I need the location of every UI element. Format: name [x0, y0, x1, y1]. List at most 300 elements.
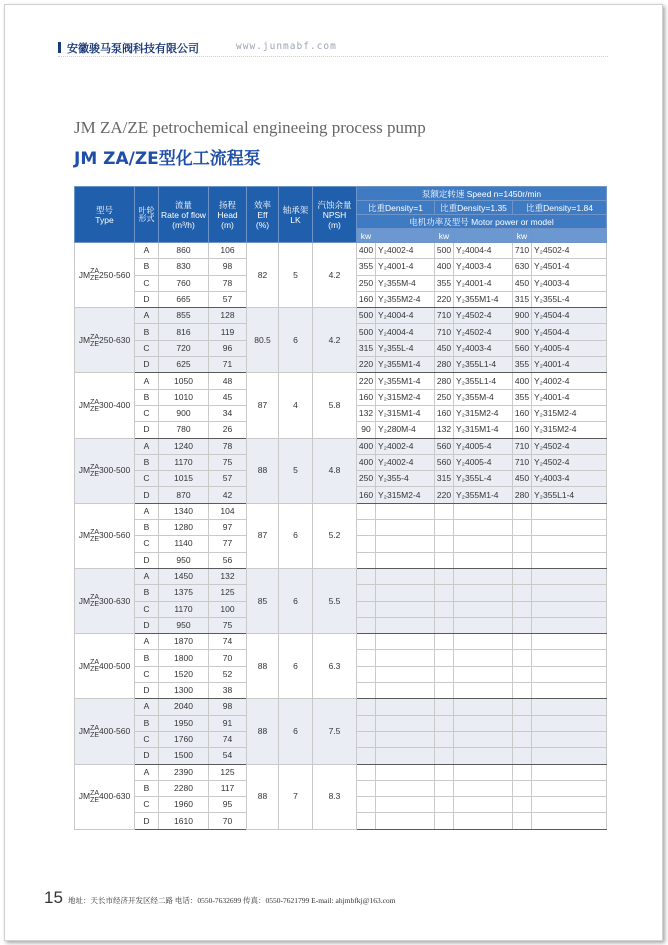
kw-cell — [513, 731, 532, 747]
header-kw: kw — [513, 229, 532, 243]
kw-cell: 220 — [435, 291, 454, 307]
kw-cell: 355 — [357, 259, 376, 275]
head-cell: 77 — [209, 536, 247, 552]
kw-cell — [435, 552, 454, 568]
flow-cell: 1610 — [159, 813, 209, 829]
kw-cell — [435, 764, 454, 780]
eff-cell: 88 — [247, 634, 279, 699]
motor-model-cell — [454, 520, 513, 536]
npsh-cell: 5.8 — [313, 373, 357, 438]
flow-cell: 1015 — [159, 471, 209, 487]
motor-model-cell — [376, 764, 435, 780]
header-flow: 流量 Rate of flow (m³/h) — [159, 187, 209, 243]
impeller-cell: D — [135, 617, 159, 633]
motor-model-cell — [532, 601, 607, 617]
model-prefix: JM — [78, 595, 91, 606]
motor-model-cell: Y₂4005-4 — [454, 438, 513, 454]
head-cell: 117 — [209, 780, 247, 796]
head-cell: 48 — [209, 373, 247, 389]
head-cell: 104 — [209, 503, 247, 519]
motor-model-cell — [532, 520, 607, 536]
motor-model-cell: Y₂355M1-4 — [376, 357, 435, 373]
flow-cell: 900 — [159, 405, 209, 421]
impeller-cell: D — [135, 357, 159, 373]
kw-cell: 400 — [435, 259, 454, 275]
table-row — [75, 243, 607, 259]
kw-cell: 710 — [435, 308, 454, 324]
company-url[interactable]: www.junmabf.com — [236, 41, 337, 52]
motor-model-cell — [454, 699, 513, 715]
kw-cell — [513, 536, 532, 552]
lk-cell: 4 — [279, 373, 313, 438]
kw-cell — [435, 585, 454, 601]
flow-cell: 950 — [159, 617, 209, 633]
lk-cell: 6 — [279, 699, 313, 764]
head-cell: 95 — [209, 797, 247, 813]
flow-cell: 1800 — [159, 650, 209, 666]
model-variant-ze: ZE — [90, 666, 100, 674]
motor-model-cell: Y₂355L1-4 — [454, 357, 513, 373]
motor-model-cell: Y₂355M-4 — [454, 389, 513, 405]
model-variant — [90, 529, 99, 543]
motor-model-cell — [532, 780, 607, 796]
motor-model-cell: Y₂355L-4 — [376, 340, 435, 356]
motor-model-cell — [532, 813, 607, 829]
eff-cell: 88 — [247, 764, 279, 829]
eff-cell: 82 — [247, 243, 279, 308]
table-row — [75, 438, 607, 454]
motor-model-cell: Y₂4001-4 — [532, 389, 607, 405]
header-speed: 泵额定转速 Speed n=1450r/min — [357, 187, 607, 201]
kw-cell: 250 — [435, 389, 454, 405]
motor-model-cell: Y₂4502-4 — [532, 243, 607, 259]
head-cell: 78 — [209, 438, 247, 454]
motor-model-cell — [532, 536, 607, 552]
model-prefix: JM — [78, 725, 91, 736]
impeller-cell: A — [135, 634, 159, 650]
model-variant-za: ZA — [90, 529, 100, 537]
kw-cell: 90 — [357, 422, 376, 438]
head-cell: 75 — [209, 617, 247, 633]
header-kw: kw — [357, 229, 376, 243]
kw-cell — [357, 764, 376, 780]
kw-cell — [435, 536, 454, 552]
npsh-cell: 6.3 — [313, 634, 357, 699]
motor-model-cell — [454, 601, 513, 617]
table-row — [75, 503, 607, 519]
flow-cell: 1280 — [159, 520, 209, 536]
motor-model-cell: Y₂315M1-4 — [376, 405, 435, 421]
impeller-cell: D — [135, 487, 159, 503]
head-cell: 128 — [209, 308, 247, 324]
impeller-cell: D — [135, 291, 159, 307]
flow-cell: 1520 — [159, 666, 209, 682]
motor-model-cell — [376, 634, 435, 650]
model-variant-za: ZA — [90, 398, 100, 406]
motor-model-cell: Y₂4002-4 — [532, 373, 607, 389]
model-variant-za: ZA — [90, 594, 100, 602]
head-cell: 70 — [209, 650, 247, 666]
kw-cell — [357, 617, 376, 633]
kw-cell — [435, 601, 454, 617]
kw-cell: 450 — [513, 471, 532, 487]
model-variant — [90, 334, 99, 348]
motor-model-cell — [532, 617, 607, 633]
kw-cell — [513, 780, 532, 796]
impeller-cell: A — [135, 568, 159, 584]
kw-cell — [513, 666, 532, 682]
motor-model-cell: Y₂355L-4 — [454, 471, 513, 487]
model-variant — [90, 399, 99, 413]
motor-model-cell — [376, 715, 435, 731]
kw-cell: 280 — [513, 487, 532, 503]
model-size: 300-500 — [99, 465, 131, 476]
flow-cell: 1170 — [159, 601, 209, 617]
kw-cell — [357, 780, 376, 796]
motor-model-cell — [454, 585, 513, 601]
motor-model-cell — [532, 568, 607, 584]
flow-cell: 855 — [159, 308, 209, 324]
flow-cell: 625 — [159, 357, 209, 373]
impeller-cell: A — [135, 699, 159, 715]
kw-cell — [435, 568, 454, 584]
kw-cell: 160 — [513, 422, 532, 438]
model-variant-za: ZA — [90, 463, 100, 471]
motor-model-cell: Y₂355M-4 — [376, 275, 435, 291]
npsh-cell: 4.2 — [313, 308, 357, 373]
impeller-cell: B — [135, 389, 159, 405]
header-bar-icon — [58, 42, 61, 53]
impeller-cell: C — [135, 471, 159, 487]
flow-cell: 1960 — [159, 797, 209, 813]
motor-model-cell: Y₂355-4 — [376, 471, 435, 487]
kw-cell — [435, 813, 454, 829]
head-cell: 100 — [209, 601, 247, 617]
motor-model-cell — [532, 634, 607, 650]
kw-cell — [357, 666, 376, 682]
motor-model-cell: Y₂4002-4 — [376, 438, 435, 454]
impeller-cell: A — [135, 503, 159, 519]
header-head: 扬程 Head (m) — [209, 187, 247, 243]
table-row — [75, 373, 607, 389]
head-cell: 34 — [209, 405, 247, 421]
model-size: 250-560 — [99, 269, 131, 280]
kw-cell — [513, 813, 532, 829]
kw-cell — [513, 634, 532, 650]
table-row — [75, 568, 607, 584]
impeller-cell: C — [135, 405, 159, 421]
motor-model-cell — [454, 650, 513, 666]
motor-model-cell: Y₂315M2-4 — [454, 405, 513, 421]
model-variant-ze: ZE — [90, 601, 100, 609]
eff-cell: 88 — [247, 699, 279, 764]
kw-cell: 220 — [357, 357, 376, 373]
kw-cell: 400 — [357, 454, 376, 470]
kw-cell: 500 — [435, 243, 454, 259]
kw-cell: 710 — [513, 438, 532, 454]
kw-cell — [357, 520, 376, 536]
npsh-cell: 7.5 — [313, 699, 357, 764]
model-size: 400-630 — [99, 791, 131, 802]
model-cell — [75, 373, 135, 438]
motor-model-cell: Y₂315M2-4 — [376, 487, 435, 503]
flow-cell: 2040 — [159, 699, 209, 715]
motor-model-cell — [376, 503, 435, 519]
company-header — [58, 40, 199, 56]
motor-model-cell — [454, 568, 513, 584]
motor-model-cell: Y₂355M2-4 — [376, 291, 435, 307]
head-cell: 54 — [209, 748, 247, 764]
kw-cell — [357, 715, 376, 731]
kw-cell — [513, 699, 532, 715]
kw-cell: 160 — [357, 291, 376, 307]
motor-model-cell — [376, 699, 435, 715]
header-model — [376, 229, 435, 243]
head-cell: 52 — [209, 666, 247, 682]
kw-cell — [513, 683, 532, 699]
kw-cell: 560 — [435, 454, 454, 470]
head-cell: 57 — [209, 291, 247, 307]
kw-cell — [513, 764, 532, 780]
motor-model-cell — [532, 731, 607, 747]
head-cell: 106 — [209, 243, 247, 259]
head-cell: 74 — [209, 634, 247, 650]
npsh-cell: 4.8 — [313, 438, 357, 503]
motor-model-cell: Y₂4002-4 — [376, 454, 435, 470]
impeller-cell: D — [135, 422, 159, 438]
company-name: 安徽骏马泵阀科技有限公司 — [67, 42, 199, 55]
head-cell: 78 — [209, 275, 247, 291]
model-variant-ze: ZE — [90, 275, 100, 283]
kw-cell — [513, 617, 532, 633]
eff-cell: 85 — [247, 568, 279, 633]
impeller-cell: D — [135, 748, 159, 764]
head-cell: 125 — [209, 585, 247, 601]
motor-model-cell — [532, 503, 607, 519]
kw-cell — [435, 797, 454, 813]
flow-cell: 1340 — [159, 503, 209, 519]
kw-cell — [513, 503, 532, 519]
kw-cell: 250 — [357, 275, 376, 291]
head-cell: 74 — [209, 731, 247, 747]
kw-cell — [435, 683, 454, 699]
motor-model-cell: Y₂4003-4 — [454, 259, 513, 275]
kw-cell — [513, 520, 532, 536]
model-cell — [75, 308, 135, 373]
kw-cell — [357, 683, 376, 699]
kw-cell — [513, 650, 532, 666]
kw-cell: 900 — [513, 308, 532, 324]
head-cell: 71 — [209, 357, 247, 373]
flow-cell: 1050 — [159, 373, 209, 389]
model-prefix: JM — [78, 660, 91, 671]
flow-cell: 780 — [159, 422, 209, 438]
motor-model-cell: Y₂4005-4 — [454, 454, 513, 470]
kw-cell: 450 — [513, 275, 532, 291]
npsh-cell: 4.2 — [313, 243, 357, 308]
motor-model-cell: Y₂4004-4 — [454, 243, 513, 259]
model-size: 300-630 — [99, 595, 131, 606]
kw-cell: 710 — [513, 454, 532, 470]
head-cell: 91 — [209, 715, 247, 731]
impeller-cell: C — [135, 731, 159, 747]
motor-model-cell — [376, 666, 435, 682]
kw-cell: 900 — [513, 324, 532, 340]
eff-cell: 87 — [247, 373, 279, 438]
motor-model-cell — [454, 748, 513, 764]
kw-cell: 450 — [435, 340, 454, 356]
header-npsh: 汽蚀余量 NPSH (m) — [313, 187, 357, 243]
flow-cell: 870 — [159, 487, 209, 503]
model-variant — [90, 464, 99, 478]
npsh-cell: 5.5 — [313, 568, 357, 633]
model-prefix: JM — [78, 791, 91, 802]
page-number: 15 — [44, 888, 63, 907]
kw-cell — [357, 797, 376, 813]
motor-model-cell — [532, 797, 607, 813]
model-variant-ze: ZE — [90, 796, 100, 804]
motor-model-cell — [454, 731, 513, 747]
flow-cell: 1500 — [159, 748, 209, 764]
motor-model-cell: Y₂4504-4 — [532, 324, 607, 340]
head-cell: 96 — [209, 340, 247, 356]
table-row — [75, 764, 607, 780]
flow-cell: 1950 — [159, 715, 209, 731]
motor-model-cell — [454, 813, 513, 829]
impeller-cell: B — [135, 715, 159, 731]
motor-model-cell: Y₂4001-4 — [376, 259, 435, 275]
flow-cell: 720 — [159, 340, 209, 356]
model-variant — [90, 594, 99, 608]
kw-cell: 220 — [435, 487, 454, 503]
model-variant — [90, 268, 99, 282]
model-prefix: JM — [78, 334, 91, 345]
motor-model-cell — [532, 666, 607, 682]
eff-cell: 80.5 — [247, 308, 279, 373]
head-cell: 26 — [209, 422, 247, 438]
npsh-cell: 8.3 — [313, 764, 357, 829]
head-cell: 70 — [209, 813, 247, 829]
model-cell — [75, 243, 135, 308]
kw-cell: 560 — [435, 438, 454, 454]
kw-cell: 630 — [513, 259, 532, 275]
kw-cell — [435, 780, 454, 796]
motor-model-cell — [454, 503, 513, 519]
flow-cell: 1170 — [159, 454, 209, 470]
kw-cell — [513, 601, 532, 617]
motor-model-cell — [454, 536, 513, 552]
npsh-cell: 5.2 — [313, 503, 357, 568]
kw-cell — [357, 552, 376, 568]
kw-cell — [513, 568, 532, 584]
model-variant-ze: ZE — [90, 340, 100, 348]
motor-model-cell — [454, 764, 513, 780]
lk-cell: 6 — [279, 634, 313, 699]
kw-cell: 400 — [513, 373, 532, 389]
model-variant — [90, 790, 99, 804]
motor-model-cell — [532, 683, 607, 699]
impeller-cell: C — [135, 536, 159, 552]
impeller-cell: B — [135, 520, 159, 536]
kw-cell: 132 — [357, 405, 376, 421]
impeller-cell: B — [135, 585, 159, 601]
kw-cell — [435, 748, 454, 764]
motor-model-cell: Y₂4502-4 — [454, 324, 513, 340]
impeller-cell: B — [135, 259, 159, 275]
motor-model-cell: Y₂280M-4 — [376, 422, 435, 438]
kw-cell: 250 — [357, 471, 376, 487]
kw-cell — [357, 699, 376, 715]
motor-model-cell — [454, 683, 513, 699]
header-density-1-35: 比重Density=1.35 — [435, 201, 513, 215]
motor-model-cell: Y₂315M2-4 — [532, 405, 607, 421]
impeller-cell: A — [135, 243, 159, 259]
model-variant-za: ZA — [90, 268, 100, 276]
flow-cell: 1240 — [159, 438, 209, 454]
motor-model-cell — [376, 780, 435, 796]
kw-cell: 500 — [357, 308, 376, 324]
model-cell — [75, 568, 135, 633]
kw-cell — [357, 748, 376, 764]
flow-cell: 830 — [159, 259, 209, 275]
impeller-cell: C — [135, 275, 159, 291]
motor-model-cell — [376, 813, 435, 829]
model-size: 400-560 — [99, 725, 131, 736]
motor-model-cell: Y₂355M1-4 — [454, 487, 513, 503]
motor-model-cell — [376, 650, 435, 666]
kw-cell — [513, 585, 532, 601]
model-prefix: JM — [78, 530, 91, 541]
motor-model-cell: Y₂4005-4 — [532, 340, 607, 356]
motor-model-cell: Y₂315M2-4 — [376, 389, 435, 405]
kw-cell — [435, 634, 454, 650]
motor-model-cell: Y₂4003-4 — [532, 275, 607, 291]
kw-cell — [357, 634, 376, 650]
lk-cell: 6 — [279, 568, 313, 633]
motor-model-cell — [532, 699, 607, 715]
flow-cell: 1760 — [159, 731, 209, 747]
kw-cell: 160 — [513, 405, 532, 421]
flow-cell: 1010 — [159, 389, 209, 405]
motor-model-cell — [454, 780, 513, 796]
model-cell — [75, 503, 135, 568]
kw-cell: 160 — [357, 389, 376, 405]
motor-model-cell — [376, 683, 435, 699]
head-cell: 38 — [209, 683, 247, 699]
model-variant-ze: ZE — [90, 405, 100, 413]
head-cell: 42 — [209, 487, 247, 503]
kw-cell: 710 — [435, 324, 454, 340]
kw-cell: 355 — [435, 275, 454, 291]
head-cell: 57 — [209, 471, 247, 487]
kw-cell — [513, 797, 532, 813]
model-size: 250-630 — [99, 334, 131, 345]
motor-model-cell — [532, 748, 607, 764]
model-variant-za: ZA — [90, 659, 100, 667]
table-row — [75, 308, 607, 324]
kw-cell — [513, 715, 532, 731]
flow-cell: 950 — [159, 552, 209, 568]
header-kw: kw — [435, 229, 454, 243]
kw-cell: 280 — [435, 357, 454, 373]
head-cell: 97 — [209, 520, 247, 536]
kw-cell: 160 — [435, 405, 454, 421]
motor-model-cell — [454, 797, 513, 813]
kw-cell: 710 — [513, 243, 532, 259]
impeller-cell: A — [135, 438, 159, 454]
motor-model-cell — [376, 797, 435, 813]
kw-cell — [435, 731, 454, 747]
